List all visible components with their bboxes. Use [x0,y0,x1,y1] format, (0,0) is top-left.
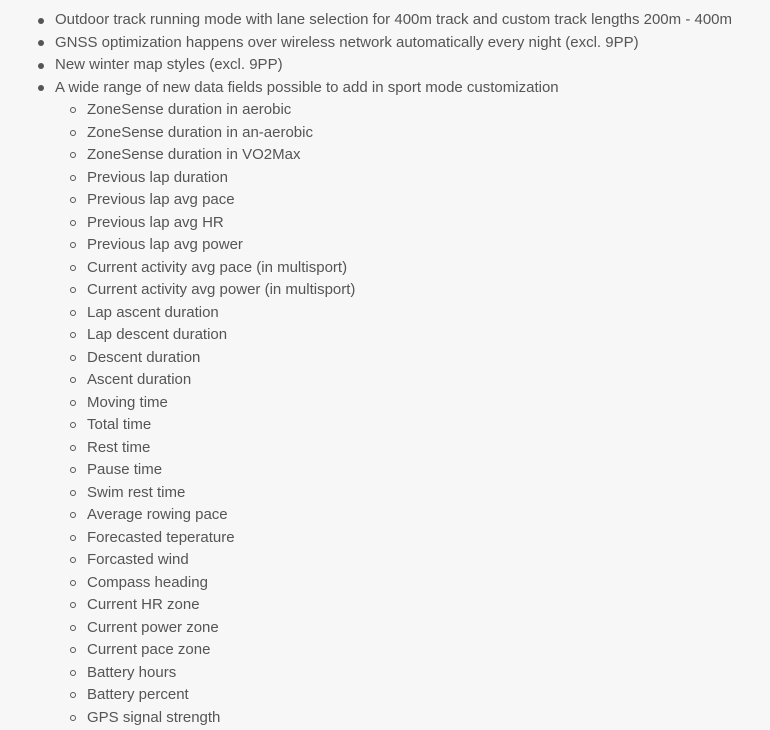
data-field-item: Swim rest time [55,482,770,505]
data-field-item: Previous lap duration [55,167,770,190]
feature-item-winter-map-styles: New winter map styles (excl. 9PP) [0,54,770,77]
data-field-item: Current HR zone [55,594,770,617]
feature-item-data-fields [0,77,770,730]
data-field-item: Moving time [55,392,770,415]
feature-item-gnss-optimization: GNSS optimization happens over wireless network automatically every night (excl. 9PP) [0,32,770,55]
data-field-item: Lap descent duration [55,324,770,347]
data-field-item: Battery hours [55,662,770,685]
data-field-item: ZoneSense duration in aerobic [55,99,770,122]
data-field-item: Forecasted teperature [55,527,770,550]
data-field-item: Previous lap avg pace [55,189,770,212]
data-field-item: Average rowing pace [55,504,770,527]
data-field-item: Lap ascent duration [55,302,770,325]
data-field-item: Ascent duration [55,369,770,392]
feature-item-track-running: Outdoor track running mode with lane selection for 400m track and custom track lengths 200m - 400m [0,9,770,32]
data-field-item: ZoneSense duration in VO2Max [55,144,770,167]
data-field-list [55,99,770,729]
data-field-item: ZoneSense duration in an-aerobic [55,122,770,145]
data-field-item: Previous lap avg power [55,234,770,257]
data-field-item: Pause time [55,459,770,482]
data-field-item: Descent duration [55,347,770,370]
data-field-item: Current activity avg pace (in multisport) [55,257,770,280]
data-field-item: Total time [55,414,770,437]
data-field-item: Battery percent [55,684,770,707]
data-field-item: Previous lap avg HR [55,212,770,235]
data-field-item: Rest time [55,437,770,460]
data-field-item: GPS signal strength [55,707,770,730]
data-field-item: Compass heading [55,572,770,595]
data-fields-intro: A wide range of new data fields possible to add in sport mode customization [55,78,559,96]
data-field-item: Current activity avg power (in multisport) [55,279,770,302]
data-field-item: Forcasted wind [55,549,770,572]
data-field-item: Current pace zone [55,639,770,662]
data-field-item: Current power zone [55,617,770,640]
